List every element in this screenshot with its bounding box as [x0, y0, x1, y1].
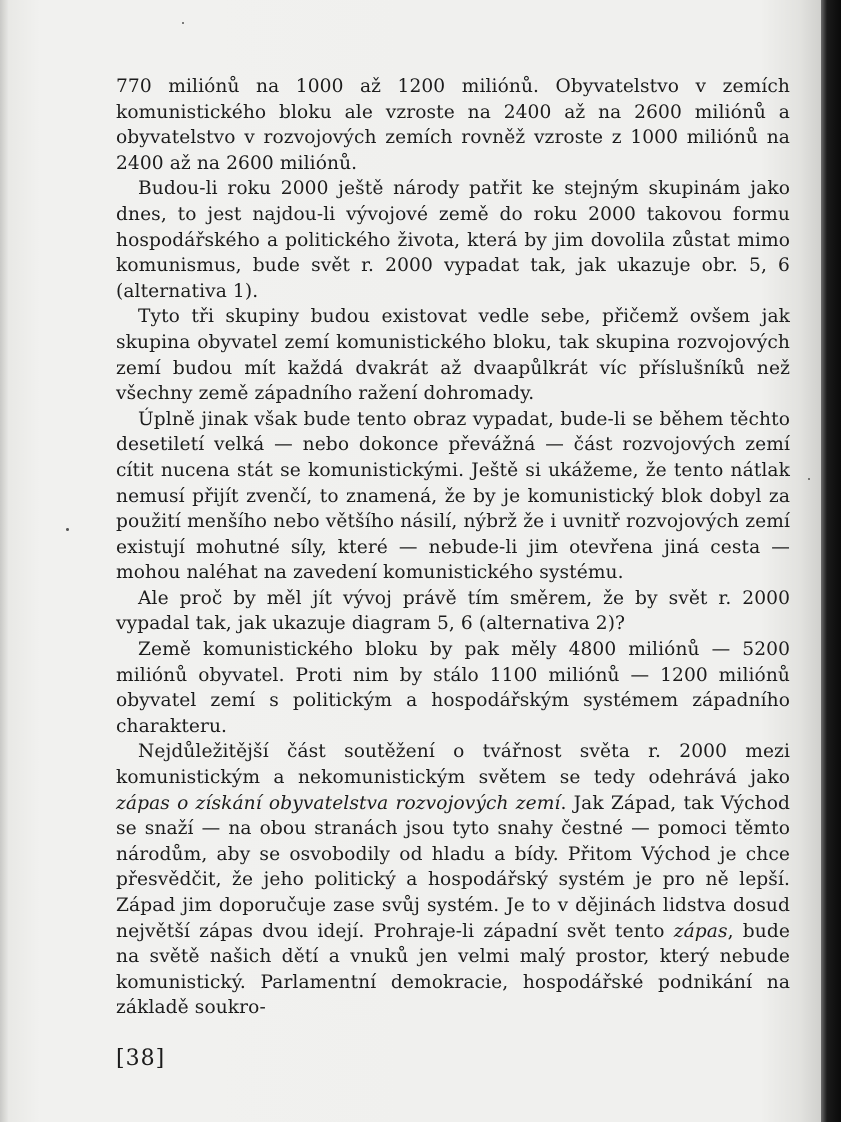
paragraph-5-text: Ale proč by měl jít vývoj právě tím směrem, že by svět r. 2000 vypadal tak, jak ukazuje diagram 5, 6 (alternativa 2)? — [116, 587, 790, 635]
page-edge-shadow — [821, 0, 841, 1122]
paragraph-6 — [116, 637, 790, 739]
paragraph-3 — [116, 304, 790, 406]
paragraph-7-emphasis-b: zápas — [673, 920, 728, 942]
page-gutter-shadow — [0, 0, 8, 1122]
body-text — [116, 74, 790, 1021]
paragraph-2 — [116, 176, 790, 304]
paragraph-1 — [116, 74, 790, 176]
paragraph-7-text-b: . Jak Západ, tak Východ se snaží — na obou stranách jsou tyto snahy čestné — pomoci těmto národům, aby se osvobodily od hladu a bídy. Přitom Východ je chce přesvědčit, že jeho politický a hospodářský systém je pro ně lepší. Západ jim doporučuje zase svůj systém. Je to v dějinách lidstva dosud největší zápas dvou idejí. Prohraje-li západní svět tento — [116, 792, 790, 942]
paragraph-5 — [116, 586, 790, 637]
paragraph-6-text: Země komunistického bloku by pak měly 4800 miliónů — 5200 miliónů obyvatel. Proti nim by stálo 1100 miliónů — 1200 miliónů obyvatel zemí s politickým a hospodářským systémem západního charakteru. — [116, 639, 790, 737]
paragraph-7-text-c: , bude na světě našich dětí a vnuků jen velmi malý prostor, který nebude komunistický. Parlamentní demokracie, hospodářské podnikání na základě soukro- — [116, 920, 790, 1019]
paragraph-1-text: 770 miliónů na 1000 až 1200 miliónů. Obyvatelstvo v zemích komunistického bloku ale vzroste na 2400 až na 2600 miliónů a obyvatelstvo v rozvojových zemích rovněž vzroste z 1000 miliónů na 2400 až na 2600 miliónů. — [116, 76, 790, 174]
scan-speck — [808, 478, 810, 480]
paragraph-7 — [116, 739, 790, 1021]
paragraph-4-text: Úplně jinak však bude tento obraz vypadat, bude-li se během těchto desetiletí velká — nebo dokonce převážná — část rozvojových zemí cítit nucena stát se komunistickými. Ještě si ukážeme, že tento nátlak nemusí přijít zvenčí, to znamená, že by je komunistický blok dobyl za použití menšího nebo většího násilí, nýbrž že i uvnitř rozvojových zemí existují mohutné síly, které — nebude-li jim otevřena jiná cesta — mohou naléhat na zavedení komunistického systému. — [116, 408, 790, 584]
page-number: [38] — [116, 1046, 166, 1071]
paragraph-4 — [116, 407, 790, 586]
paragraph-7-text-a: Nejdůležitější část soutěžení o tvářnost světa r. 2000 mezi komunistickým a nekomunistickým světem se tedy odehrává jako — [116, 741, 790, 789]
scan-speck — [66, 528, 69, 531]
paragraph-7-emphasis-a: zápas o získání obyvatelstva rozvojových zemí — [116, 792, 561, 814]
scan-speck — [182, 22, 184, 24]
paragraph-3-text: Tyto tři skupiny budou existovat vedle sebe, přičemž ovšem jak skupina obyvatel zemí komunistického bloku, tak skupina rozvojových zemí budou mít každá dvakrát až dvaapůlkrát víc příslušníků než všechny země západního ražení dohromady. — [116, 306, 790, 405]
paragraph-2-text: Budou-li roku 2000 ještě národy patřit ke stejným skupinám jako dnes, to jest najdou-li vývojové země do roku 2000 takovou formu hospodářského a politického života, která by jim dovolila zůstat mimo komunismus, bude svět r. 2000 vypadat tak, jak ukazuje obr. 5, 6 (alternativa 1). — [116, 178, 790, 302]
